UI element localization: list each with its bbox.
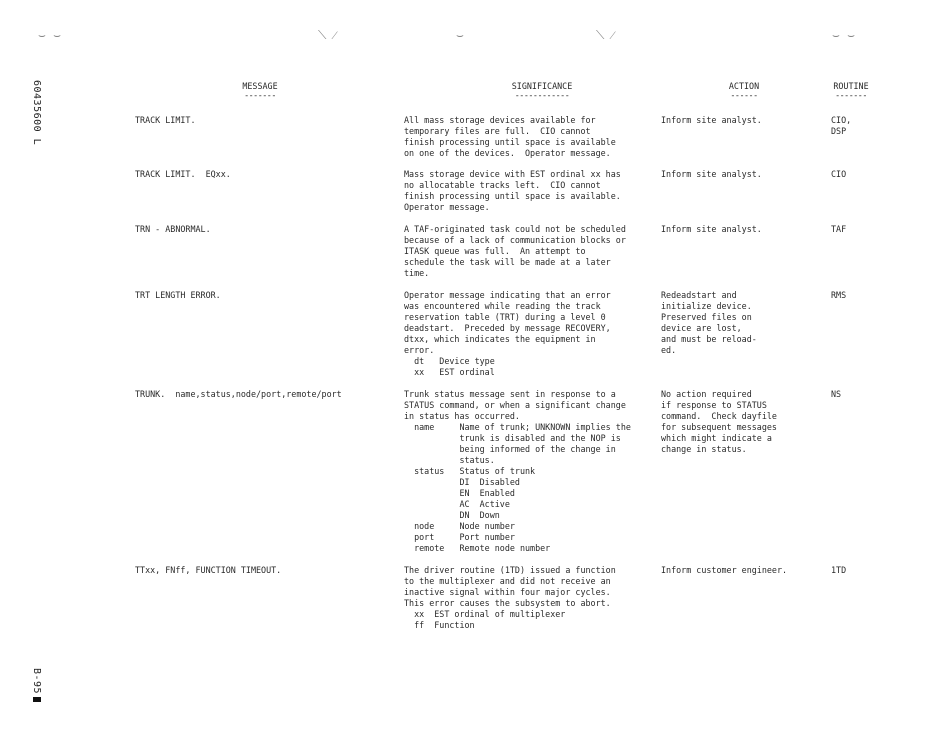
entry-significance: Mass storage device with EST ordinal xx has no allocatable tracks left. CIO cannot finish processing until space is available. Operator message. xyxy=(404,169,621,212)
scan-mark: ⟍ ⁄ xyxy=(596,28,614,42)
entry-message: TTxx, FNff, FUNCTION TIMEOUT. xyxy=(135,565,282,575)
entry-routine: NS xyxy=(831,389,842,399)
entry-action: Inform site analyst. xyxy=(661,115,762,125)
page-marker-bar xyxy=(33,697,41,702)
page-number: B-95 xyxy=(31,668,42,695)
entry-routine: RMS xyxy=(831,290,847,300)
entry-significance: Trunk status message sent in response to a STATUS command, or when a significant change in status has occurred. name Name of trunk; UNKNOWN implies the trunk is disabled and the NOP is being informed of the change in status. status Status of trunk DI Disabled EN Enabled AC Active DN Down node Node number port Port number remote Remote node number xyxy=(404,389,631,553)
header-significance xyxy=(505,81,579,98)
header-significance-label: SIGNIFICANCE xyxy=(511,81,573,91)
entry-action: Inform customer engineer. xyxy=(661,565,788,575)
entry-action: Redeadstart and initialize device. Preserved files on device are lost, and must be reload- ed. xyxy=(661,290,757,355)
entry-action: Inform site analyst. xyxy=(661,224,762,234)
header-message xyxy=(238,81,282,98)
header-action-underline: ------ xyxy=(730,90,758,100)
entry-message: TRT LENGTH ERROR. xyxy=(135,290,221,300)
entry-significance: All mass storage devices available for temporary files are full. CIO cannot finish processing until space is available on one of the devices. Operator message. xyxy=(404,115,616,158)
entry-action: Inform site analyst. xyxy=(661,169,762,179)
header-action-label: ACTION xyxy=(728,81,760,91)
entry-significance: The driver routine (1TD) issued a function to the multiplexer and did not receive an inactive signal within four major cycles. This error causes the subsystem to abort. xx EST ordinal of multiplexer ff Function xyxy=(404,565,616,630)
entry-routine: CIO xyxy=(831,169,847,179)
entry-routine: 1TD xyxy=(831,565,847,575)
entry-message: TRUNK. name,status,node/port,remote/port xyxy=(135,389,342,399)
scan-mark: ⌣ xyxy=(456,28,464,42)
scan-mark: ⟍ ⁄ xyxy=(318,28,336,42)
scan-mark: ⌣ ⌣ xyxy=(38,28,62,42)
header-action xyxy=(724,81,764,98)
header-message-underline: ------- xyxy=(244,90,276,100)
entry-message: TRACK LIMIT. xyxy=(135,115,196,125)
entry-routine: CIO, DSP xyxy=(831,115,852,136)
scan-mark: ⌣ ⌣ xyxy=(832,28,856,42)
entry-message: TRACK LIMIT. EQxx. xyxy=(135,169,231,179)
header-routine-label: ROUTINE xyxy=(833,81,869,91)
header-routine xyxy=(829,81,873,98)
entry-message: TRN - ABNORMAL. xyxy=(135,224,211,234)
entry-significance: A TAF-originated task could not be scheduled because of a lack of communication blocks or ITASK queue was full. An attempt to schedule the task will be made at a later time. xyxy=(404,224,626,278)
header-routine-underline: ------- xyxy=(835,90,867,100)
header-message-label: MESSAGE xyxy=(242,81,278,91)
header-significance-underline: ------------ xyxy=(514,90,570,100)
entry-significance: Operator message indicating that an error was encountered while reading the track reservation table (TRT) during a level 0 deadstart. Preceded by message RECOVERY, dtxx, which indicates the equipment in error. dt Device type xx EST ordinal xyxy=(404,290,611,377)
entry-action: No action required if response to STATUS command. Check dayfile for subsequent messages which might indicate a change in status. xyxy=(661,389,777,454)
entry-routine: TAF xyxy=(831,224,847,234)
document-number: 60435600 L xyxy=(31,80,42,146)
